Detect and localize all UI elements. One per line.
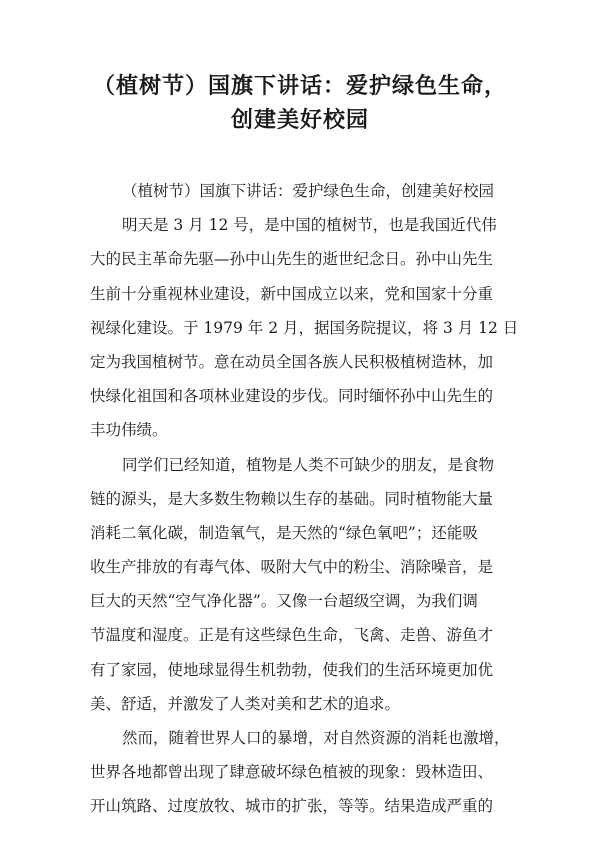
text-line: 收生产排放的有毒气体、吸附大气中的粉尘、消除噪音，是 [90, 558, 494, 577]
text-line: 节温度和湿度。正是有这些绿色生命，飞禽、走兽、游鱼才 [90, 626, 494, 645]
text-line: 有了家园，使地球显得生机勃勃，使我们的生活环境更加优 [90, 660, 494, 679]
text-line: 巨大的天然“空气净化器”。又像一台超级空调，为我们调 [90, 592, 478, 611]
text-line: 视绿化建设。于 1979 年 2 月，据国务院提议，将 3 月 12 日 [90, 318, 519, 337]
text-line: （植树节）国旗下讲话：爱护绿色生命，创建美好校园 [122, 182, 495, 200]
text-line: 美、舒适，并激发了人类对美和艺术的追求。 [90, 694, 401, 713]
text-line: 世界各地都曾出现了肆意破坏绿色植被的现象：毁林造田、 [90, 763, 494, 782]
text-line: 大的民主革命先驱—孙中山先生的逝世纪念日。孙中山先生 [90, 250, 494, 269]
text-line: 开山筑路、过度放牧、城市的扩张，等等。结果造成严重的 [90, 797, 494, 816]
text-line: 快绿化祖国和各项林业建设的步伐。同时缅怀孙中山先生的 [90, 387, 494, 406]
paragraph-2 [90, 448, 518, 722]
text-line: 丰功伟绩。 [90, 421, 168, 440]
text-line: 然而，随着世界人口的暴增，对自然资源的消耗也激增， [122, 729, 510, 747]
paragraph-3 [90, 721, 518, 824]
text-line: 生前十分重视林业建设，新中国成立以来，党和国家十分重 [90, 284, 494, 303]
paragraph-subtitle [90, 174, 518, 208]
document-body [90, 174, 518, 824]
text-line: 定为我国植树节。意在动员全国各族人民积极植树造林，加 [90, 352, 494, 371]
text-line: 同学们已经知道，植物是人类不可缺少的朋友，是食物 [122, 455, 495, 474]
text-line: 明天是 3 月 12 号，是中国的植树节，也是我国近代伟 [122, 216, 497, 235]
document-title-line-2: 创建美好校园 [230, 107, 369, 133]
text-line: 链的源头，是大多数生物赖以生存的基础。同时植物能大量 [90, 489, 494, 508]
paragraph-1 [90, 208, 518, 447]
document-title-line-1: （植树节）国旗下讲话：爱护绿色生命， [92, 73, 507, 99]
text-line: 消耗二氧化碳，制造氧气，是天然的“绿色氧吧”；还能吸 [90, 523, 478, 542]
